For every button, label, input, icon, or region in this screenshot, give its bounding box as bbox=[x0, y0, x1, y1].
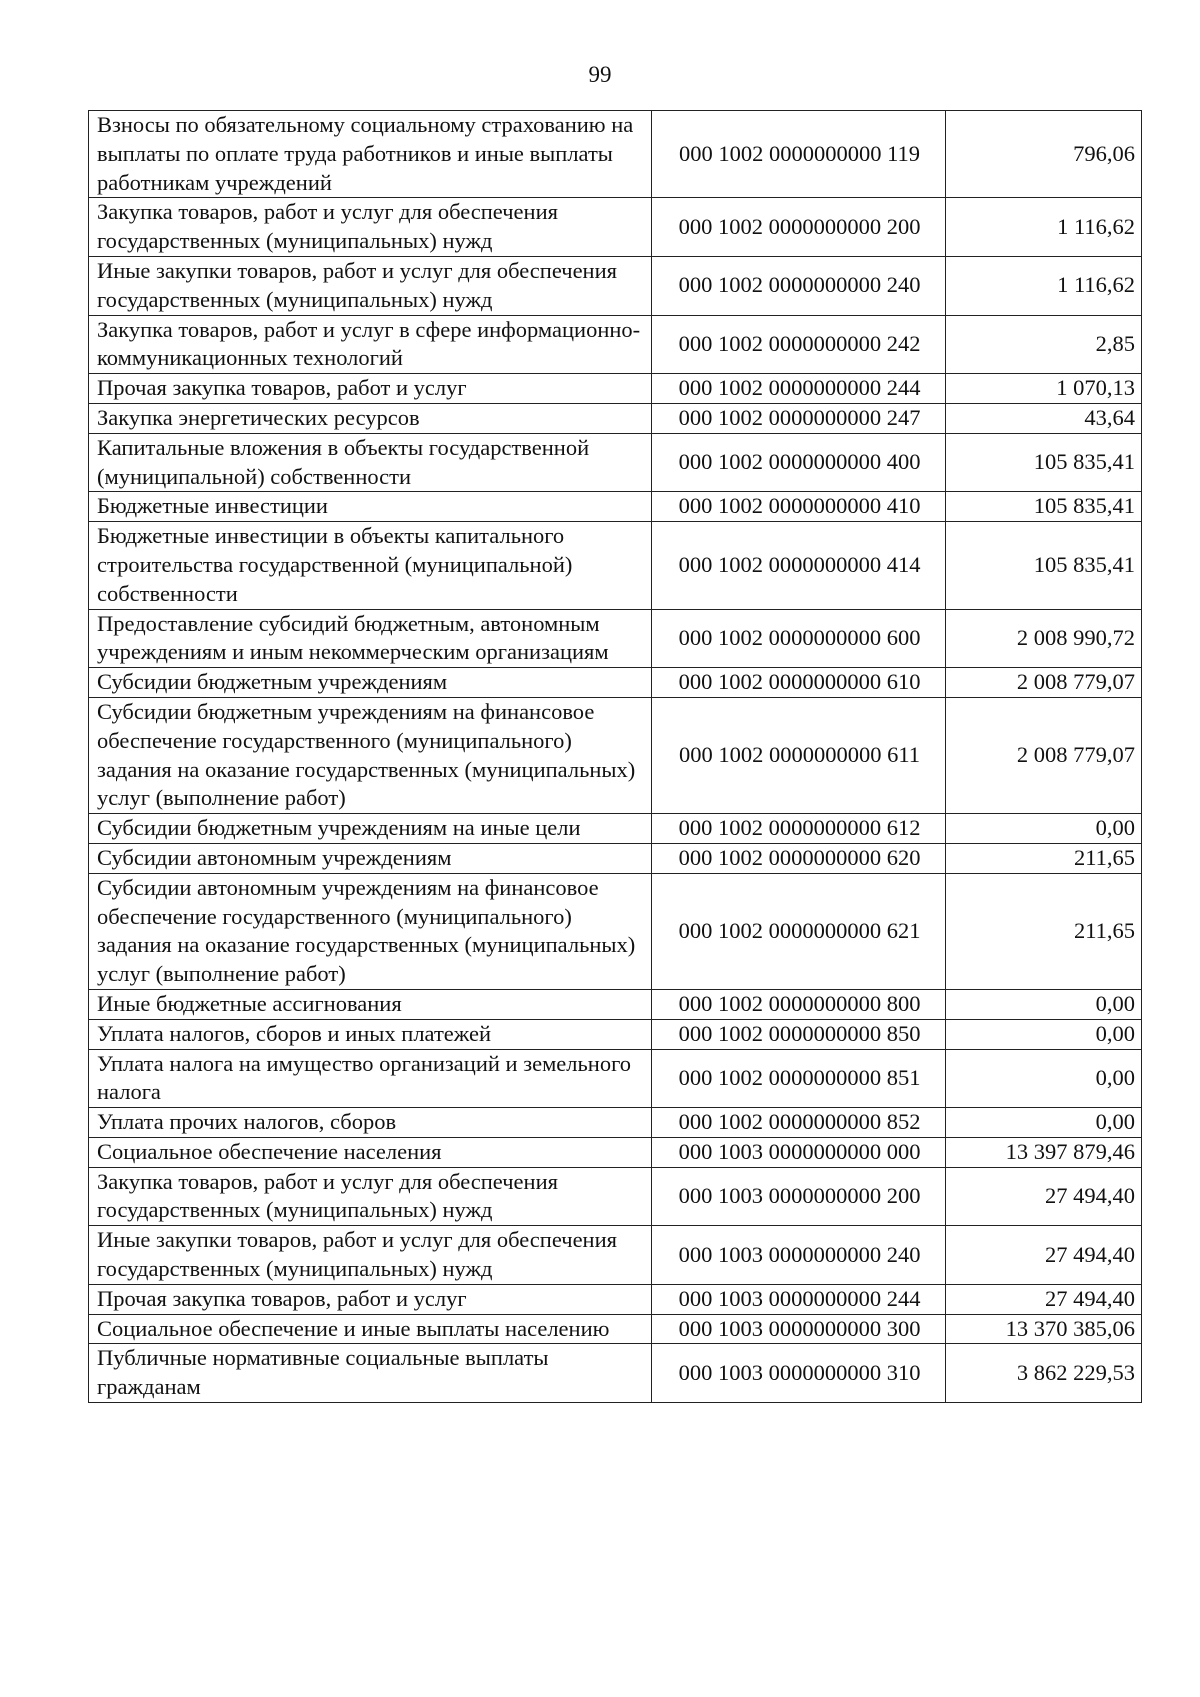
row-name: Социальное обеспечение населения bbox=[89, 1137, 652, 1167]
row-code: 000 1002 0000000000 244 bbox=[652, 374, 946, 404]
row-code: 000 1002 0000000000 851 bbox=[652, 1049, 946, 1108]
row-name: Уплата налога на имущество организаций и земельного налога bbox=[89, 1049, 652, 1108]
row-amount: 27 494,40 bbox=[946, 1167, 1142, 1226]
table-row bbox=[89, 1167, 1142, 1226]
row-code: 000 1002 0000000000 119 bbox=[652, 111, 946, 198]
row-code: 000 1002 0000000000 242 bbox=[652, 315, 946, 374]
budget-table-body bbox=[89, 111, 1142, 1403]
table-row bbox=[89, 403, 1142, 433]
row-amount: 0,00 bbox=[946, 814, 1142, 844]
table-row bbox=[89, 198, 1142, 257]
row-name: Иные закупки товаров, работ и услуг для обеспечения государственных (муниципальных) нужд bbox=[89, 1226, 652, 1285]
row-amount: 2 008 779,07 bbox=[946, 668, 1142, 698]
row-code: 000 1002 0000000000 414 bbox=[652, 522, 946, 609]
row-code: 000 1002 0000000000 612 bbox=[652, 814, 946, 844]
row-amount: 2,85 bbox=[946, 315, 1142, 374]
row-amount: 105 835,41 bbox=[946, 433, 1142, 492]
table-row bbox=[89, 873, 1142, 989]
row-name: Предоставление субсидий бюджетным, автономным учреждениям и иным некоммерческим организациям bbox=[89, 609, 652, 668]
row-code: 000 1003 0000000000 240 bbox=[652, 1226, 946, 1285]
row-name: Социальное обеспечение и иные выплаты населению bbox=[89, 1314, 652, 1344]
row-name: Иные закупки товаров, работ и услуг для обеспечения государственных (муниципальных) нужд bbox=[89, 256, 652, 315]
table-row bbox=[89, 433, 1142, 492]
table-row bbox=[89, 492, 1142, 522]
table-row bbox=[89, 1137, 1142, 1167]
table-row bbox=[89, 843, 1142, 873]
row-amount: 105 835,41 bbox=[946, 492, 1142, 522]
row-amount: 2 008 779,07 bbox=[946, 697, 1142, 813]
table-row bbox=[89, 609, 1142, 668]
row-name: Закупка товаров, работ и услуг для обеспечения государственных (муниципальных) нужд bbox=[89, 198, 652, 257]
page-number: 99 bbox=[588, 62, 612, 87]
row-name: Субсидии автономным учреждениям на финансовое обеспечение государственного (муниципального) задания на оказание государственных (муниципальных) услуг (выполнение работ) bbox=[89, 873, 652, 989]
row-code: 000 1003 0000000000 244 bbox=[652, 1284, 946, 1314]
table-row bbox=[89, 697, 1142, 813]
table-row bbox=[89, 989, 1142, 1019]
table-row bbox=[89, 1049, 1142, 1108]
table-row bbox=[89, 1344, 1142, 1403]
row-amount: 0,00 bbox=[946, 989, 1142, 1019]
row-code: 000 1002 0000000000 611 bbox=[652, 697, 946, 813]
row-amount: 796,06 bbox=[946, 111, 1142, 198]
row-code: 000 1002 0000000000 621 bbox=[652, 873, 946, 989]
budget-table bbox=[88, 110, 1142, 1403]
row-name: Прочая закупка товаров, работ и услуг bbox=[89, 374, 652, 404]
row-code: 000 1002 0000000000 600 bbox=[652, 609, 946, 668]
row-name: Уплата налогов, сборов и иных платежей bbox=[89, 1019, 652, 1049]
row-name: Публичные нормативные социальные выплаты гражданам bbox=[89, 1344, 652, 1403]
row-name: Закупка товаров, работ и услуг в сфере информационно-коммуникационных технологий bbox=[89, 315, 652, 374]
row-code: 000 1003 0000000000 200 bbox=[652, 1167, 946, 1226]
row-amount: 13 397 879,46 bbox=[946, 1137, 1142, 1167]
row-amount: 27 494,40 bbox=[946, 1226, 1142, 1285]
row-code: 000 1002 0000000000 410 bbox=[652, 492, 946, 522]
row-amount: 105 835,41 bbox=[946, 522, 1142, 609]
row-name: Субсидии бюджетным учреждениям на иные цели bbox=[89, 814, 652, 844]
row-name: Субсидии автономным учреждениям bbox=[89, 843, 652, 873]
row-amount: 211,65 bbox=[946, 873, 1142, 989]
row-name: Уплата прочих налогов, сборов bbox=[89, 1108, 652, 1138]
row-name: Бюджетные инвестиции в объекты капитального строительства государственной (муниципальной) собственности bbox=[89, 522, 652, 609]
row-amount: 1 116,62 bbox=[946, 256, 1142, 315]
row-amount: 3 862 229,53 bbox=[946, 1344, 1142, 1403]
table-row bbox=[89, 668, 1142, 698]
row-code: 000 1002 0000000000 610 bbox=[652, 668, 946, 698]
row-code: 000 1002 0000000000 620 bbox=[652, 843, 946, 873]
row-code: 000 1002 0000000000 240 bbox=[652, 256, 946, 315]
row-code: 000 1002 0000000000 400 bbox=[652, 433, 946, 492]
row-code: 000 1003 0000000000 300 bbox=[652, 1314, 946, 1344]
row-code: 000 1002 0000000000 800 bbox=[652, 989, 946, 1019]
row-amount: 0,00 bbox=[946, 1108, 1142, 1138]
table-row bbox=[89, 1284, 1142, 1314]
row-code: 000 1002 0000000000 852 bbox=[652, 1108, 946, 1138]
table-row bbox=[89, 1019, 1142, 1049]
row-amount: 2 008 990,72 bbox=[946, 609, 1142, 668]
table-row bbox=[89, 374, 1142, 404]
row-amount: 0,00 bbox=[946, 1049, 1142, 1108]
row-amount: 43,64 bbox=[946, 403, 1142, 433]
row-name: Субсидии бюджетным учреждениям на финансовое обеспечение государственного (муниципального) задания на оказание государственных (муниципальных) услуг (выполнение работ) bbox=[89, 697, 652, 813]
row-code: 000 1002 0000000000 850 bbox=[652, 1019, 946, 1049]
row-name: Иные бюджетные ассигнования bbox=[89, 989, 652, 1019]
row-amount: 1 116,62 bbox=[946, 198, 1142, 257]
row-name: Субсидии бюджетным учреждениям bbox=[89, 668, 652, 698]
table-row bbox=[89, 1226, 1142, 1285]
row-name: Бюджетные инвестиции bbox=[89, 492, 652, 522]
row-name: Капитальные вложения в объекты государственной (муниципальной) собственности bbox=[89, 433, 652, 492]
table-row bbox=[89, 814, 1142, 844]
row-name: Взносы по обязательному социальному страхованию на выплаты по оплате труда работников и иные выплаты работникам учреждений bbox=[89, 111, 652, 198]
row-amount: 211,65 bbox=[946, 843, 1142, 873]
row-code: 000 1002 0000000000 247 bbox=[652, 403, 946, 433]
row-amount: 0,00 bbox=[946, 1019, 1142, 1049]
row-code: 000 1003 0000000000 310 bbox=[652, 1344, 946, 1403]
row-amount: 27 494,40 bbox=[946, 1284, 1142, 1314]
table-row bbox=[89, 315, 1142, 374]
row-name: Прочая закупка товаров, работ и услуг bbox=[89, 1284, 652, 1314]
table-row bbox=[89, 1314, 1142, 1344]
table-row bbox=[89, 111, 1142, 198]
row-code: 000 1002 0000000000 200 bbox=[652, 198, 946, 257]
row-name: Закупка энергетических ресурсов bbox=[89, 403, 652, 433]
table-row bbox=[89, 256, 1142, 315]
row-name: Закупка товаров, работ и услуг для обеспечения государственных (муниципальных) нужд bbox=[89, 1167, 652, 1226]
row-amount: 13 370 385,06 bbox=[946, 1314, 1142, 1344]
row-amount: 1 070,13 bbox=[946, 374, 1142, 404]
row-code: 000 1003 0000000000 000 bbox=[652, 1137, 946, 1167]
table-row bbox=[89, 522, 1142, 609]
table-row bbox=[89, 1108, 1142, 1138]
